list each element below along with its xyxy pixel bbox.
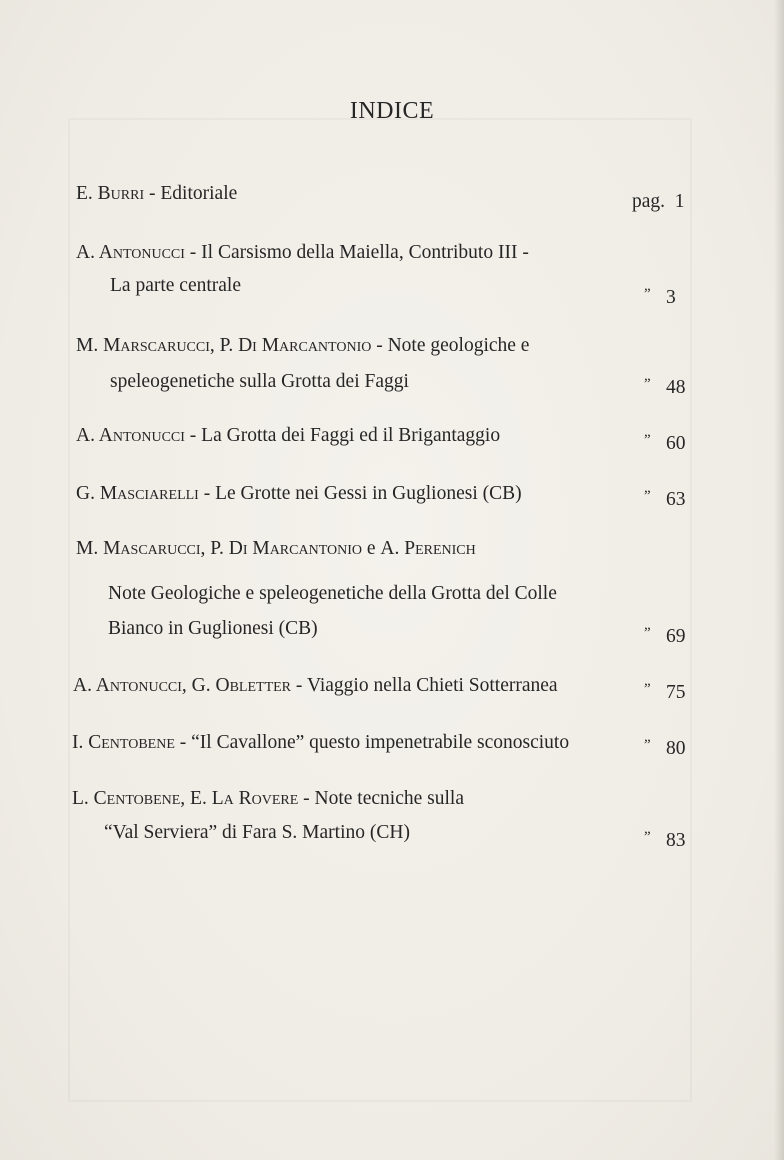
page-number-5: ” 63 (644, 488, 686, 510)
show-through-frame (68, 118, 692, 1102)
page-number-1: pag. 1 (632, 191, 685, 212)
entry-title-continued: La parte centrale (110, 275, 241, 296)
entry-title: Note geologiche e (387, 335, 530, 356)
entry-title: La Grotta dei Faggi ed il Brigantaggio (201, 425, 501, 446)
entry-title-continued: “Val Serviera” di Fara S. Martino (CH) (104, 822, 410, 843)
entry-authors-secondary: A. Perenich (380, 538, 476, 559)
toc-entry-5: G. Masciarelli - Le Grotte nei Gessi in Guglionesi (CB) (76, 483, 522, 504)
page-number-6: ” 69 (644, 625, 686, 647)
entry-authors: G. Masciarelli (76, 483, 199, 504)
toc-entry-6: M. Mascarucci, P. Di Marcantonio e A. Perenich (76, 538, 476, 559)
toc-entry-1: E. Burri - Editoriale (76, 183, 238, 204)
entry-title: Le Grotte nei Gessi in Guglionesi (CB) (215, 483, 522, 504)
pag-label: pag. (632, 191, 666, 212)
entry-authors: A. Antonucci (76, 242, 185, 263)
entry-title: Note tecniche sulla (314, 788, 464, 809)
entry-title: Il Carsismo della Maiella, Contributo III - (201, 242, 529, 263)
page-number-4: ” 60 (644, 432, 686, 454)
entry-title-continued: speleogenetiche sulla Grotta dei Faggi (110, 371, 409, 392)
page-number-7: ” 75 (644, 681, 686, 703)
toc-entry-4: A. Antonucci - La Grotta dei Faggi ed il Brigantaggio (76, 425, 501, 446)
page-number-9: ” 83 (644, 829, 686, 851)
entry-authors: A. Antonucci (76, 425, 185, 446)
entry-authors: A. Antonucci, G. Obletter (73, 675, 292, 696)
page-title: INDICE (349, 98, 435, 124)
entry-title-continued: Bianco in Guglionesi (CB) (108, 618, 318, 639)
entry-authors: M. Marscarucci, P. Di Marcantonio (76, 335, 372, 356)
entry-authors: L. Centobene, E. La Rovere (72, 788, 299, 809)
toc-entry-7: A. Antonucci, G. Obletter - Viaggio nella Chieti Sotterranea (73, 675, 558, 696)
entry-authors: M. Mascarucci, P. Di Marcantonio (76, 538, 362, 559)
entry-title: Editoriale (160, 183, 238, 204)
entry-authors: I. Centobene (72, 732, 175, 753)
entry-title: Note Geologiche e speleogenetiche della Grotta del Colle (108, 583, 557, 604)
toc-entry-3: M. Marscarucci, P. Di Marcantonio - Note geologiche e (76, 335, 530, 356)
page-edge-shadow (774, 0, 784, 1160)
entry-title: Viaggio nella Chieti Sotterranea (306, 675, 558, 696)
toc-entry-2: A. Antonucci - Il Carsismo della Maiella, Contributo III - (76, 242, 529, 263)
page-number-3: ” 48 (644, 376, 686, 398)
page-number-8: ” 80 (644, 737, 686, 759)
toc-entry-9: L. Centobene, E. La Rovere - Note tecniche sulla (72, 788, 464, 809)
entry-title: “Il Cavallone” questo impenetrabile sconosciuto (191, 732, 570, 753)
page-number-2: ” 3 (644, 286, 676, 308)
toc-entry-8: I. Centobene - “Il Cavallone” questo impenetrabile sconosciuto (72, 732, 570, 753)
entry-authors: E. Burri (76, 183, 145, 204)
